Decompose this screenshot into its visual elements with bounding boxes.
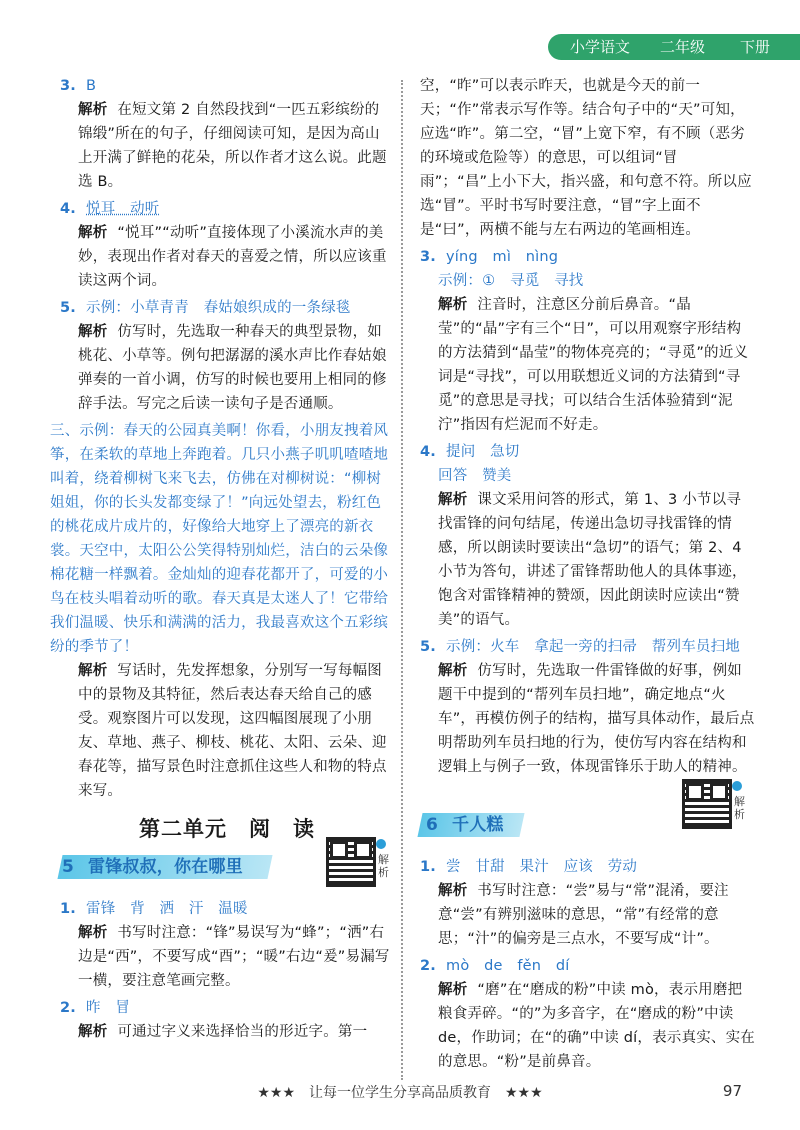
section-marker: 三、: [50, 423, 80, 439]
footer-slogan: ★★★ 让每一位学生分享高品质教育 ★★★: [257, 1085, 543, 1101]
analysis-label: 解析: [78, 925, 108, 941]
qr-code-icon[interactable]: [326, 837, 376, 887]
answer: 尝 甘甜 果汁 应该 劳动: [446, 859, 638, 875]
analysis-label: 解析: [78, 663, 108, 679]
lesson-number: 5: [62, 857, 75, 877]
question-4: 4. 悦耳 动听 解析 “悦耳”“动听”直接体现了小溪流水声的美妙，表现出作者对春天的喜爱之情，所以应该重读这两个词。: [60, 201, 387, 289]
sample-essay: 示例：春天的公园真美啊！你看，小朋友拽着风筝，在柔软的草地上奔跑着。几只小燕子叽叽喳喳地叫着，绕着柳树飞来飞去，仿佛在对柳树说：“柳树姐姐，你的长头发都变绿了！”向远处望去，粉红色的桃花成片成片的，好像给大地穿上了漂亮的新衣裳。天空中，太阳公公笑得特别灿烂，洁白的云朵像棉花糖一样飘着。金灿灿的迎春花都开了，可爱的小鸟在枝头唱着动听的歌。春天真是太迷人了！它带给我们温暖、快乐和满满的活力，我最喜欢这个五彩缤纷的季节了！: [50, 423, 389, 655]
header-term: 下册: [740, 38, 771, 56]
qr-label: 解析: [734, 795, 746, 821]
question-5: 5. 示例：小草青青 春姑娘织成的一条绿毯 解析 仿写时，先选取一种春天的典型景物，如桃花、小草等。例句把潺潺的溪水声比作春姑娘弹奏的一首小调，仿写的时候也要用上相同的修辞手法。写完之后读一读句子是否通顺。: [60, 300, 387, 412]
unit-title: 第二单元 阅 读: [139, 817, 315, 841]
answer: 示例：小草青青 春姑娘织成的一条绿毯: [86, 300, 351, 316]
right-column: [420, 74, 755, 1077]
question-5: 5. 示例：火车 拿起一旁的扫帚 帮列车员扫地 解析 仿写时，先选取一件雷锋做的好事，例如题干中提到的“帮列车员扫地”，确定地点“火车”，再模仿例子的结构，描写具体动作，最后点明帮助列车员扫地的行为，使仿写内容在结构和逻辑上与例子一致，体现雷锋乐于助人的精神。: [420, 639, 755, 775]
analysis-text: “磨”在“磨成的粉”中读 mò，表示用磨把粮食弄碎。“的”为多音字，在“磨成的粉”中读 de，作助词；在“的确”中读 dí，表示真实、实在的意思。“粉”是前鼻音。: [438, 982, 755, 1070]
analysis-text: 写话时，先发挥想象，分别写一写每幅图中的景物及其特征，然后表达春天给自己的感受。观察图片可以发现，这四幅图展现了小朋友、草地、燕子、柳枝、桃花、太阳、云朵、迎春花等，描写景色时注意抓住这些人和物的特点来写。: [78, 663, 387, 799]
qr-label: 解析: [378, 853, 390, 879]
answer: 提问 急切: [446, 444, 520, 460]
answer: yíng mì nìng: [446, 249, 559, 265]
analysis-text: 书写时注意：“锋”易误写为“蜂”；“洒”右边是“西”，不要写成“酉”；“暖”右边“爰”易漏写一横，要注意笔画完整。: [78, 925, 390, 989]
page-number: 97: [722, 1082, 742, 1100]
section-three: [50, 419, 394, 803]
question-3: 3. yíng mì nìng 示例：① 寻觅 寻找 解析 注音时，注意区分前后鼻音。“晶莹”的“晶”字有三个“日”，可以用观察字形结构的方法猜到“晶莹”的物体亮亮的；“寻觅”的近义词是“寻找”，可以用联想近义词的方法猜到“寻觅”的意思是寻找；可以结合生活体验猜到“泥泞”指因有烂泥而不好走。: [420, 245, 755, 437]
column-divider: [401, 80, 403, 1080]
continued-analysis: [420, 74, 755, 242]
left-column: [50, 74, 394, 1047]
lesson-title: 雷锋叔叔，你在哪里: [88, 857, 243, 877]
answer: 雷锋 背 洒 汗 温暖: [86, 901, 248, 917]
lesson-6-question-1: 1. 尝 甘甜 果汁 应该 劳动 解析 书写时注意：“尝”易与“常”混淆，要注意“尝”有辨别滋味的意思，“常”有经常的意思；“汁”的偏旁是三点水，不要写成“计”。: [420, 859, 729, 947]
analysis-text: “悦耳”“动听”直接体现了小溪流水声的美妙，表现出作者对春天的喜爱之情，所以应该重读这两个词。: [78, 225, 387, 289]
lesson-number: 6: [426, 815, 439, 835]
header-tab: [548, 34, 800, 60]
analysis-label: 解析: [438, 492, 468, 508]
header-subject: 小学语文: [570, 38, 631, 56]
lesson-5-question-2: 2. 昨 冒 解析 可通过字义来选择恰当的形近字。第一: [60, 1000, 368, 1040]
play-icon: [376, 839, 386, 849]
lesson-5-question-1: 1. 雷锋 背 洒 汗 温暖 解析 书写时注意：“锋”易误写为“蜂”；“洒”右边是“西”，不要写成“酉”；“暖”右边“爰”易漏写一横，要注意笔画完整。: [60, 901, 390, 989]
answer-example: 示例：① 寻觅 寻找: [438, 273, 584, 289]
answer-second-line: 回答 赞美: [438, 468, 512, 484]
analysis-text: 仿写时，先选取一种春天的典型景物，如桃花、小草等。例句把潺潺的溪水声比作春姑娘弹奏的一首小调，仿写的时候也要用上相同的修辞手法。写完之后读一读句子是否通顺。: [78, 324, 387, 412]
qr-code-icon[interactable]: [682, 779, 732, 829]
play-icon: [732, 781, 742, 791]
analysis-text: 课文采用问答的形式，第 1、3 小节以寻找雷锋的问句结尾，传递出急切寻找雷锋的情感，所以朗读时要读出“急切”的语气；第 2、4 小节为答句，讲述了雷锋帮助他人的具体事迹，饱含对雷锋精神的赞颂，因此朗读时应读出“赞美”的语气。: [438, 492, 747, 628]
analysis-text: 书写时注意：“尝”易与“常”混淆，要注意“尝”有辨别滋味的意思，“常”有经常的意思；“汁”的偏旁是三点水，不要写成“计”。: [438, 883, 729, 947]
answer: mò de fěn dí: [446, 958, 570, 974]
answer: 悦耳 动听: [86, 201, 160, 217]
analysis-text: 在短文第 2 自然段找到“一匹五彩缤纷的锦缎”所在的句子，仔细阅读可知，是因为高山上开满了鲜艳的花朵，所以作者才这么说。此题选 B。: [78, 102, 387, 190]
analysis-label: 解析: [438, 883, 468, 899]
analysis-label: 解析: [78, 1024, 108, 1040]
analysis-label: 解析: [78, 324, 108, 340]
analysis-text: 空，“昨”可以表示昨天，也就是今天的前一天；“作”常表示写作等。结合句子中的“天”可知，应选“昨”。第二空，“冒”上宽下窄，有不顾（恶劣的环境或危险等）的意思，可以组词“冒雨”；“昌”上小下大，指兴盛，和句意不符。所以应选“冒”。平时书写时要注意，“冒”字上面不是“曰”，两横不能与左右两边的笔画相连。: [420, 78, 752, 238]
analysis-label: 解析: [78, 102, 108, 118]
analysis-text: 注音时，注意区分前后鼻音。“晶莹”的“晶”字有三个“日”，可以用观察字形结构的方法猜到“晶莹”的物体亮亮的；“寻觅”的近义词是“寻找”，可以用联想近义词的方法猜到“寻觅”的意思是寻找；可以结合生活体验猜到“泥泞”指因有烂泥而不好走。: [438, 297, 749, 433]
analysis-label: 解析: [438, 297, 468, 313]
answer: 昨 冒: [86, 1000, 131, 1016]
answer: 示例：火车 拿起一旁的扫帚 帮列车员扫地: [446, 639, 740, 655]
analysis-label: 解析: [438, 982, 468, 998]
lesson-6-banner: [420, 795, 755, 841]
analysis-label: 解析: [438, 663, 468, 679]
question-4: 4. 提问 急切 回答 赞美 解析 课文采用问答的形式，第 1、3 小节以寻找雷锋的问句结尾，传递出急切寻找雷锋的情感，所以朗读时要读出“急切”的语气；第 2、4 小节为答句，讲述了雷锋帮助他人的具体事迹，饱含对雷锋精神的赞颂，因此朗读时应读出“赞美”的语气。: [420, 440, 755, 632]
lesson-title: 千人糕: [452, 815, 504, 835]
lesson-6-question-2: 2. mò de fěn dí 解析 “磨”在“磨成的粉”中读 mò，表示用磨把粮食弄碎。“的”为多音字，在“磨成的粉”中读 de，作助词；在“的确”中读 dí，表示真实、实在的意思。“粉”是前鼻音。: [420, 958, 755, 1070]
analysis-text: 可通过字义来选择恰当的形近字。第一: [117, 1024, 368, 1040]
answer: B: [86, 78, 97, 94]
question-3: 3. B 解析 在短文第 2 自然段找到“一匹五彩缤纷的锦缎”所在的句子，仔细阅读可知，是因为高山上开满了鲜艳的花朵，所以作者才这么说。此题选 B。: [60, 78, 387, 190]
analysis-text: 仿写时，先选取一件雷锋做的好事，例如题干中提到的“帮列车员扫地”，确定地点“火车”，再模仿例子的结构，描写具体动作，最后点明帮助列车员扫地的行为，使仿写内容在结构和逻辑上与例子一致，体现雷锋乐于助人的精神。: [438, 663, 755, 775]
lesson-5-banner: [60, 851, 394, 883]
analysis-label: 解析: [78, 225, 108, 241]
header-grade: 二年级: [660, 38, 706, 56]
